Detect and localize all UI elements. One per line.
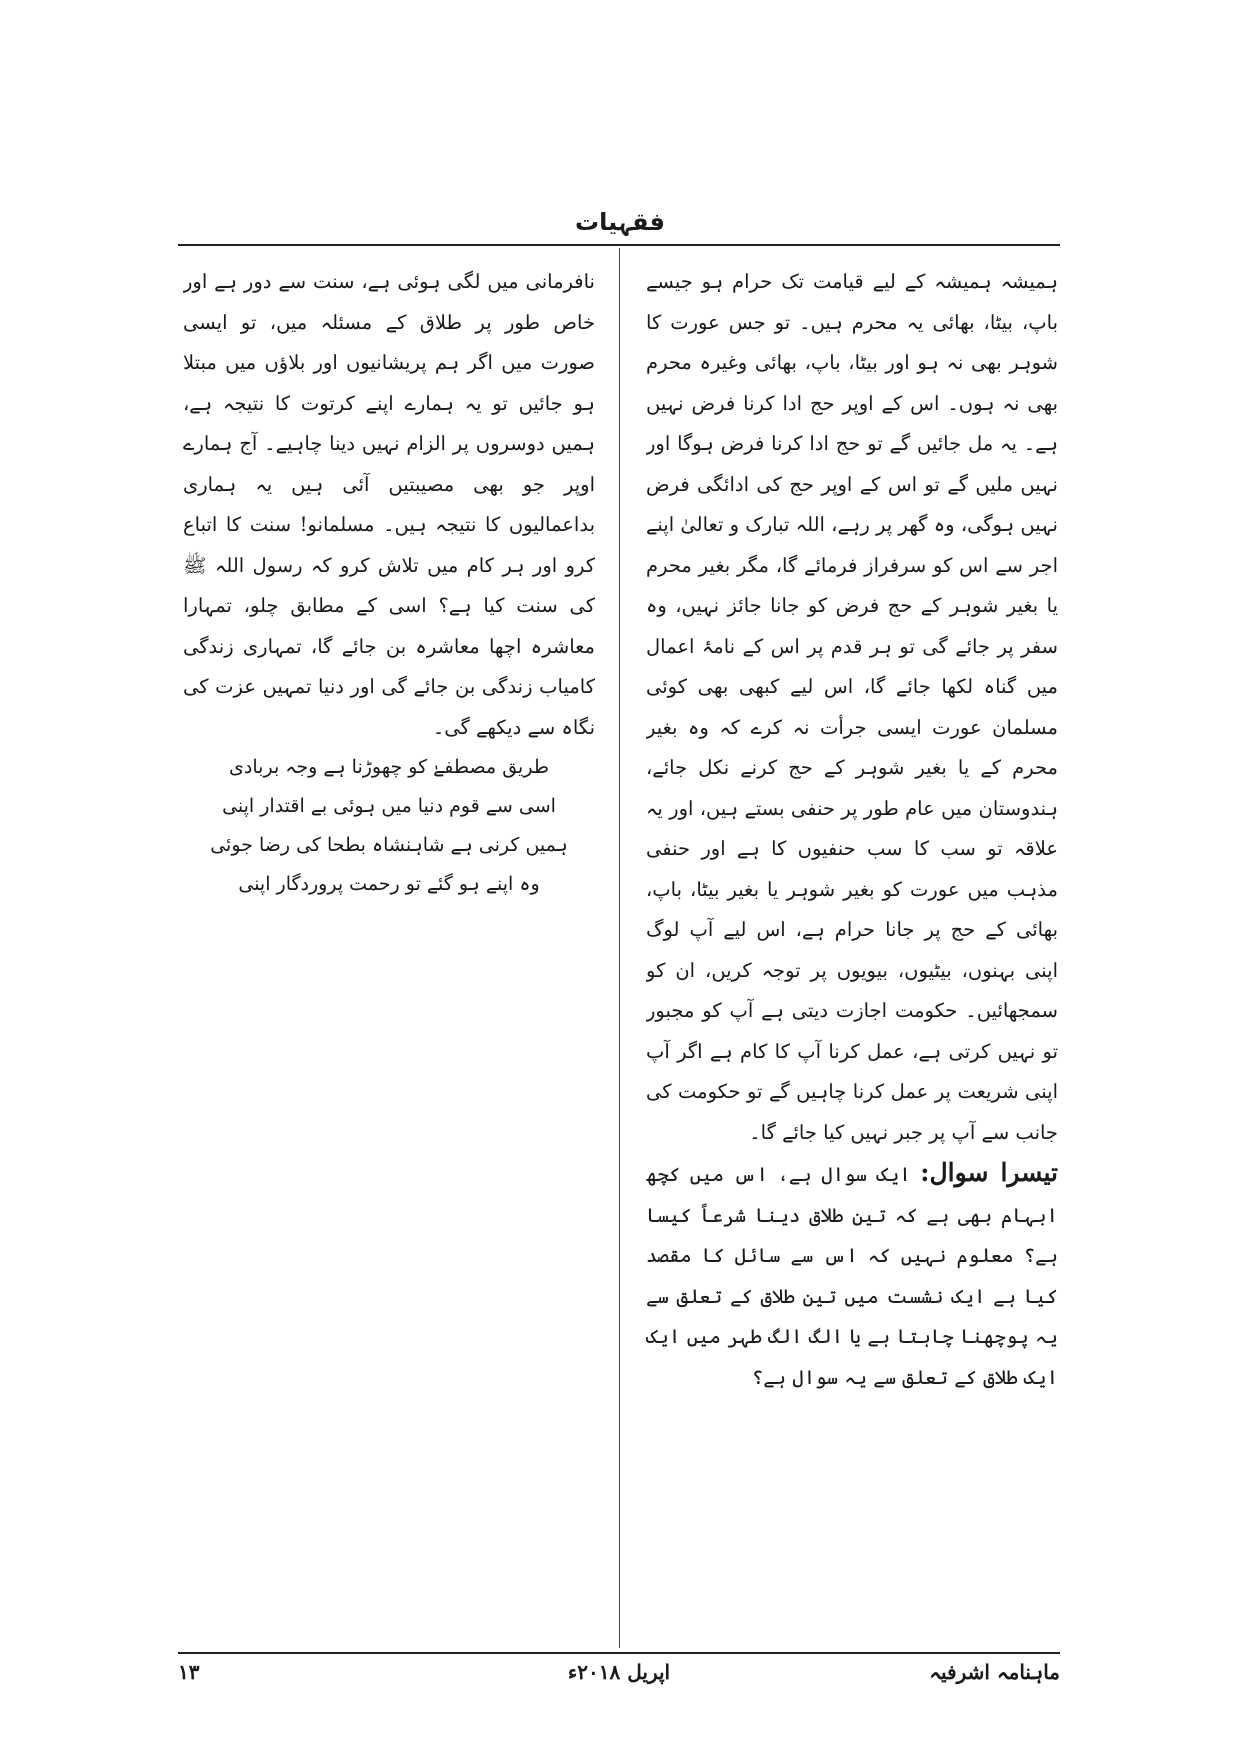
verse-line-3: ہمیں کرنی ہے شاہنشاہ بطحا کی رضا جوئی — [210, 834, 568, 856]
verse-line-2: اسی سے قوم دنیا میں ہوئی بے اقتدار اپنی — [222, 795, 556, 817]
section-title: فقہیات — [575, 208, 665, 236]
left-column — [183, 262, 595, 1642]
verse-line-4: وہ اپنے ہو گئے تو رحمت پروردگار اپنی — [238, 873, 540, 895]
right-column — [646, 262, 1058, 1642]
left-paragraph-1: نافرمانی میں لگی ہوئی ہے، سنت سے دور ہے اور خاص طور پر طلاق کے مسئلہ میں، تو ایسی صورت میں اگر ہم پریشانیوں اور بلاؤں میں مبتلا ہو جائیں تو یہ ہمارے اپنے کرتوت کا نتیجہ ہے، ہمیں دوسروں پر الزام نہیں دینا چاہیے۔ آج ہمارے اوپر جو بھی مصیبتیں آئی ہیں یہ ہماری بداعمالیوں کا نتیجہ ہیں۔ مسلمانو! سنت کا اتباع کرو اور ہر کام میں تلاش کرو کہ رسول اللہ ﷺ کی سنت کیا ہے؟ اسی کے مطابق چلو، تمہارا معاشرہ اچھا معاشرہ بن جائے گا، تمہاری زندگی کامیاب زندگی بن جائے گی اور دنیا تمہیں عزت کی نگاہ سے دیکھے گی۔ — [183, 270, 595, 739]
header-rule — [178, 244, 1060, 246]
column-divider — [619, 248, 620, 1648]
footer — [178, 1660, 1060, 1700]
magazine-name: ماہنامہ اشرفیہ — [929, 1660, 1060, 1684]
footer-rule — [178, 1652, 1060, 1654]
question-3 — [646, 1153, 1058, 1398]
verse-line-1: طریق مصطفےٰ کو چھوڑنا ہے وجہ بربادی — [229, 756, 549, 778]
question-3-text: ایک سوال ہے، اس میں کچھ ابہام بھی ہے کہ تین طلاق دینا شرعاً کیسا ہے؟ معلوم نہیں کہ اس سے سائل کا مقصد کیا ہے ایک نشست میں تین طلاق کے تعلق سے یہ پوچھنا چاہتا ہے یا الگ الگ طہر میں ایک ایک طلاق کے تعلق سے یہ سوال ہے؟ — [646, 1163, 1058, 1389]
right-paragraph-1: ہمیشہ ہمیشہ کے لیے قیامت تک حرام ہو جیسے باپ، بیٹا، بھائی یہ محرم ہیں۔ تو جس عورت کا شوہر بھی نہ ہو اور بیٹا، باپ، بھائی وغیرہ محرم بھی نہ ہوں۔ اس کے اوپر حج ادا کرنا فرض نہیں ہے۔ یہ مل جائیں گے تو حج ادا کرنا فرض ہوگا اور نہیں ملیں گے تو اس کے اوپر حج کی ادائگی فرض نہیں ہوگی، وہ گھر پر رہے، اللہ تبارک و تعالیٰ اپنے اجر سے اس کو سرفراز فرمائے گا، مگر بغیر محرم یا بغیر شوہر کے حج فرض کو جانا جائز نہیں، وہ سفر پر جائے گی تو ہر قدم پر اس کے نامۂ اعمال میں گناہ لکھا جائے گا، اس لیے کبھی بھی کوئی مسلمان عورت ایسی جرأت نہ کرے کہ وہ بغیر محرم کے یا بغیر شوہر کے حج کرنے نکل جائے، ہندوستان میں عام طور پر حنفی بستے ہیں، اور یہ علاقہ تو سب کا سب حنفیوں کا ہے اور حنفی مذہب میں عورت کو بغیر شوہر یا بغیر بیٹا، باپ، بھائی کے حج پر جانا حرام ہے، اس لیے آپ لوگ اپنی بہنوں، بیٹیوں، بیویوں پر توجہ کریں، ان کو سمجھائیں۔ حکومت اجازت دیتی ہے آپ کو مجبور تو نہیں کرتی ہے، عمل کرنا آپ کا کام ہے اگر آپ اپنی شریعت پر عمل کرنا چاہیں گے تو حکومت کی جانب سے آپ پر جبر نہیں کیا جائے گا۔ — [646, 270, 1058, 1144]
issue-date: اپریل ۲۰۱۸ء — [567, 1660, 671, 1684]
page-number: ۱۳ — [178, 1660, 200, 1684]
question-3-label: تیسرا سوال: — [920, 1158, 1058, 1187]
